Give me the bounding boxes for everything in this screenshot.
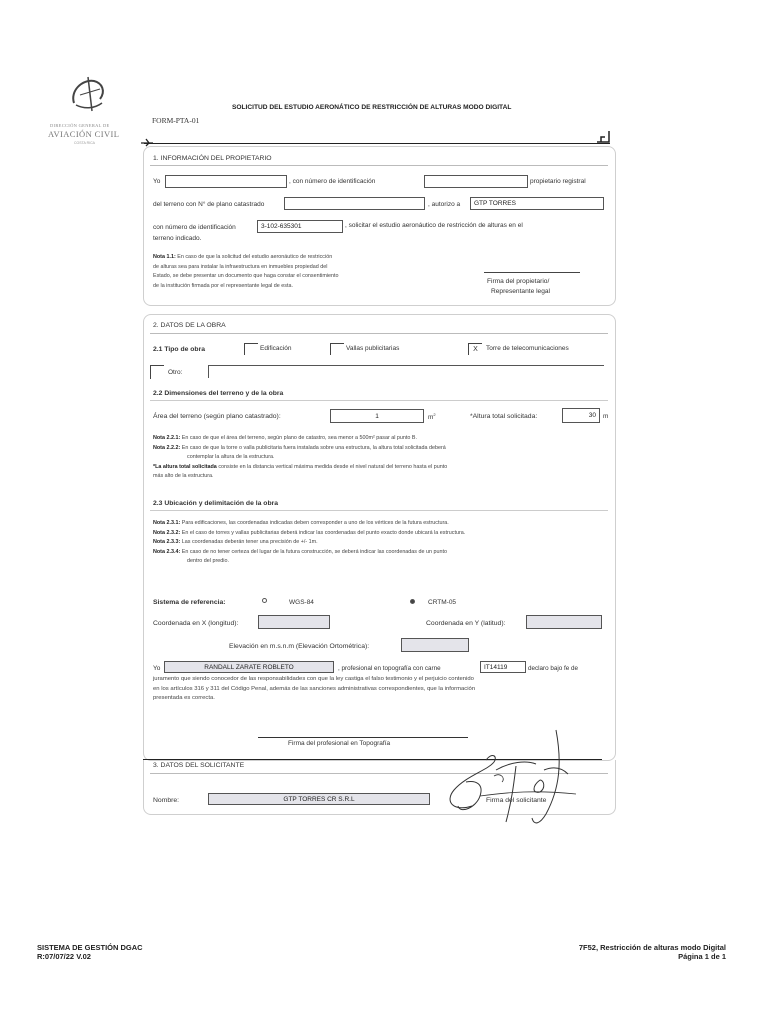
area-label: Área del terreno (según plano catastrado): <box>153 413 281 420</box>
coord-y-field[interactable] <box>526 615 602 629</box>
coord-x-field[interactable] <box>258 615 330 629</box>
plano-label: del terreno con N° de plano catastrado <box>153 201 265 208</box>
declaro-text: declaro bajo fe de <box>528 665 579 672</box>
dimensiones-rule <box>150 400 608 401</box>
torre-label: Torre de telecomunicaciones <box>486 345 569 352</box>
otro-checkbox[interactable] <box>150 365 164 379</box>
footer-revision: R:07/07/22 V.02 <box>37 952 91 961</box>
solicitar-text: , solicitar el estudio aeronáutico de restricción de alturas en el <box>345 222 523 229</box>
vallas-label: Vallas publicitarias <box>346 345 400 352</box>
con-numero-label: , con número de identificación <box>289 178 376 185</box>
area-value: 1 <box>375 412 379 420</box>
org-line3: COSTA RICA <box>74 141 95 145</box>
coord-x-label: Coordenada en X (longitud): <box>153 620 239 627</box>
notes-2-2: Nota 2.2.1: En caso de que el área del terreno, según plano de catastro, sea menor a 500m² pasar al punto B. Nota 2.2.2: En caso de que la torre o valla publicitaria fuera instalada sobre una estructura, la altura total solicitada deberá contemplar la altura de la estructura. *La altura total solicitada consiste en la distancia vertical máxima medida desde el nivel natural del terreno hasta el punto más alto de la estructura. <box>153 435 448 480</box>
area-unit: $m^2$ <box>428 412 436 422</box>
elevacion-label: Elevación en m.s.n.m (Elevación Ortométrica): <box>229 643 370 650</box>
owner-signature-label2: Representante legal <box>491 288 551 295</box>
torre-checkbox[interactable]: X <box>468 343 482 355</box>
ubicacion-rule <box>150 510 608 511</box>
footer-right <box>579 943 726 961</box>
crtm05-label: CRTM-05 <box>428 599 457 606</box>
tipo-obra-label: 2.1 Tipo de obra <box>153 346 205 353</box>
header-rule <box>144 143 610 144</box>
section3-heading: 3. DATOS DEL SOLICITANTE <box>153 762 245 769</box>
coord-y-label: Coordenada en Y (latitud): <box>426 620 506 627</box>
elevacion-field[interactable] <box>401 638 469 652</box>
footer-page-number: Página 1 de 1 <box>678 952 726 961</box>
yo-label: Yo <box>153 178 161 185</box>
org-line2: AVIACIÓN CIVIL <box>48 129 120 139</box>
profesional-text: , profesional en topografía con carne <box>338 665 441 672</box>
section1-heading: 1. INFORMACIÓN DEL PROPIETARIO <box>153 155 272 162</box>
section2-heading: 2. DATOS DE LA OBRA <box>153 322 226 329</box>
applicant-name-field[interactable]: GTP TORRES CR S.R.L <box>208 793 430 805</box>
autorizo-label: , autorizo a <box>428 201 461 208</box>
handwritten-signature <box>436 722 596 832</box>
owner-name-field[interactable] <box>165 175 287 188</box>
altura-value: 30 <box>588 412 596 419</box>
edificacion-label: Edificación <box>260 345 292 352</box>
section2-heading-rule <box>150 333 608 334</box>
edificacion-checkbox[interactable] <box>244 343 258 355</box>
yo-prof-label: Yo <box>153 665 161 672</box>
company-field[interactable]: GTP TORRES <box>470 197 604 210</box>
ubicacion-heading: 2.3 Ubicación y delimitación de la obra <box>153 500 279 507</box>
owner-signature-label1: Firma del propietario/ <box>487 278 550 285</box>
carne-field[interactable]: IT14119 <box>480 661 526 673</box>
vallas-checkbox[interactable] <box>330 343 344 355</box>
con-numero2-label: con número de identificación <box>153 224 236 231</box>
footer-left <box>37 943 143 961</box>
nombre-label: Nombre: <box>153 797 180 804</box>
topografia-signature-label: Firma del profesional en Topografía <box>288 740 391 747</box>
declaration-text: juramento que siendo conocedor de las responsabilidades con que la ley castiga el falso testimonio y el perjuicio contenido en los artículos 316 y 311 del Código Penal, además de las sanciones administrativas correspondientes, que la información presentada es correcta. <box>153 676 476 701</box>
otro-label: Otro: <box>168 369 183 376</box>
wgs84-radio[interactable] <box>262 598 267 603</box>
dimensiones-heading: 2.2 Dimensiones del terreno y de la obra <box>153 390 284 397</box>
altura-unit: m <box>603 413 609 420</box>
form-code: FORM-PTA-01 <box>152 116 200 125</box>
footer-system: SISTEMA DE GESTIÓN DGAC <box>37 943 143 952</box>
dgac-logo <box>44 75 144 147</box>
plano-field[interactable] <box>284 197 425 210</box>
terreno-indicado-text: terreno indicado. <box>153 235 202 242</box>
crtm05-radio[interactable] <box>410 599 415 604</box>
area-field[interactable] <box>330 409 424 423</box>
nota-1-1-label: Nota 1.1: <box>153 254 176 260</box>
aviation-emblem-icon <box>66 75 110 115</box>
org-line1: DIRECCIÓN GENERAL DE <box>50 123 110 128</box>
owner-id-field[interactable] <box>424 175 528 188</box>
applicant-signature-label: Firma del solicitante <box>486 797 547 804</box>
footer-form-name: 7F52, Restricción de alturas modo Digital <box>578 943 726 952</box>
altura-label: *Altura total solicitada: <box>470 413 538 420</box>
company-id-field[interactable]: 3-102-635301 <box>257 220 343 233</box>
otro-field[interactable] <box>208 365 604 378</box>
altura-field[interactable] <box>562 408 600 423</box>
section1-heading-rule <box>150 165 608 166</box>
propietario-registral-label: propietario registral <box>530 178 586 185</box>
professional-name-field[interactable]: RANDALL ZARATE ROBLETO <box>164 661 334 673</box>
page-title: SOLICITUD DEL ESTUDIO AERONÁTICO DE RESTRICCIÓN DE ALTURAS MODO DIGITAL <box>232 104 512 111</box>
wgs84-label: WGS-84 <box>289 599 314 606</box>
airplane-right-icon <box>594 128 612 144</box>
sistema-label: Sistema de referencia: <box>153 599 226 606</box>
nota-1-1: Nota 1.1: En caso de que la solicitud del estudio aeronáutico de restricción de alturas sea para instalar la infraestructura en inmuebles propiedad del Estado, se debe presentar un documento que haga constar el consentimiento de la institución firmada por el representante legal de esta. <box>153 254 339 289</box>
notes-2-3: Nota 2.3.1: Para edificaciones, las coordenadas indicadas deben corresponder a uno de los vértices de la futura estructura. Nota 2.3.2: En el caso de torres y vallas publicitarias deberá indicar las coordenadas del punto exacto donde ubicará la estructura. Nota 2.3.3: Las coordenadas deberán tener una precisión de +/- 1m. Nota 2.3.4: En caso de no tener certeza del lugar de la futura construcción, se deberá indicar las coordenadas de un punto dentro del predio. <box>153 520 466 565</box>
owner-signature-line <box>484 272 580 273</box>
